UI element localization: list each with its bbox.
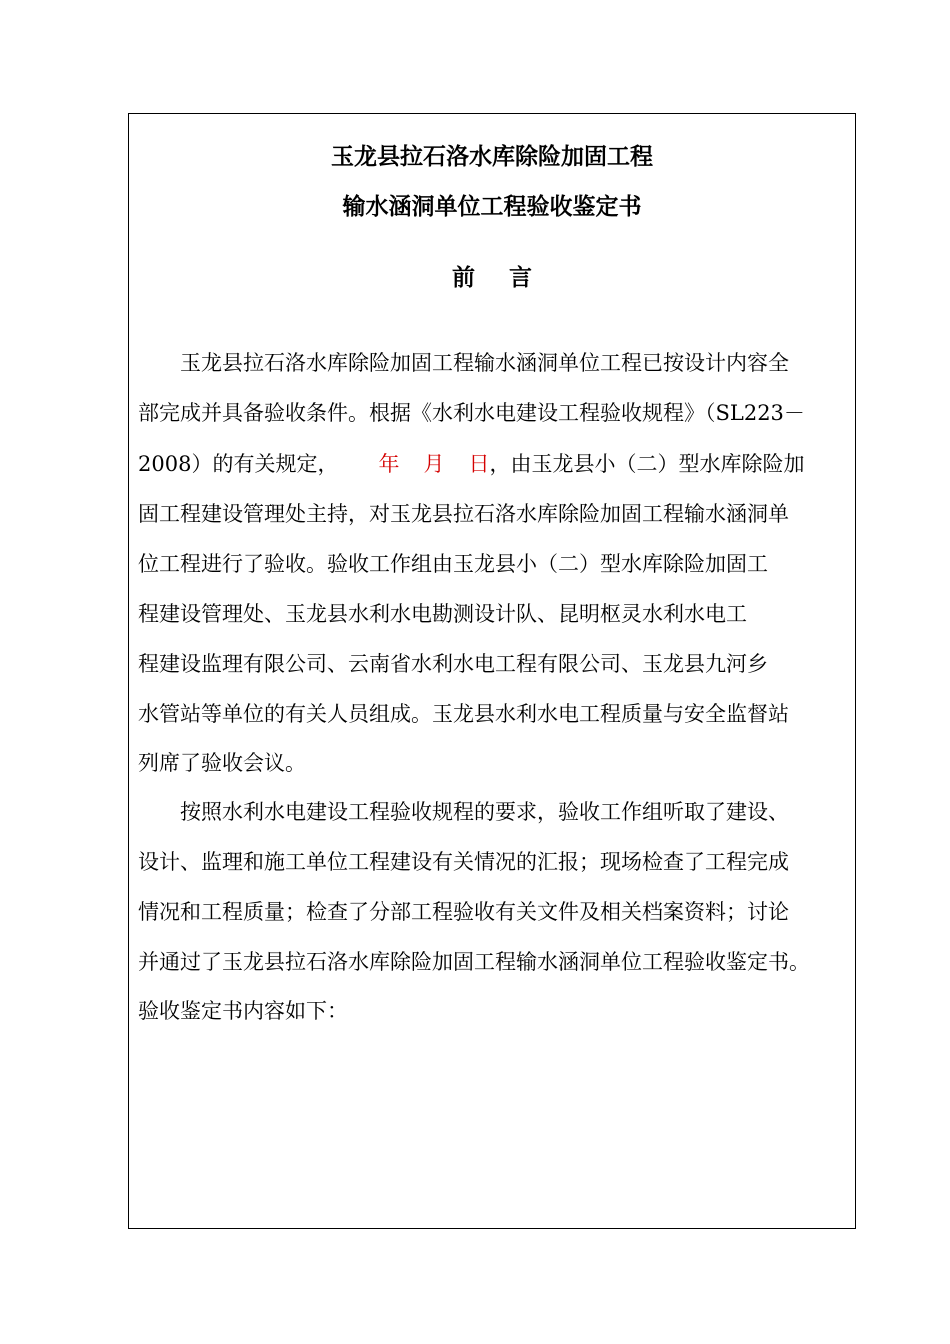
paragraph1-line9: 列席了验收会议。: [138, 751, 306, 775]
preface-heading: [129, 259, 855, 292]
paragraph2-line1: 按照水利水电建设工程验收规程的要求，验收工作组听取了建设、: [180, 800, 789, 824]
paragraph2-line4: 并通过了玉龙县拉石洛水库除险加固工程输水涵洞单位工程验收鉴定书。: [138, 950, 810, 974]
paragraph1-line7: 程建设监理有限公司、云南省水利水电工程有限公司、玉龙县九河乡: [138, 652, 768, 676]
date-day-placeholder: 日: [468, 452, 490, 476]
paragraph1-line2: 部完成并具备验收条件。根据《水利水电建设工程验收规程》（SL223－: [138, 401, 805, 425]
paragraph1-line3-prefix: 2008）的有关规定，: [138, 452, 339, 476]
paragraph1-line5: 位工程进行了验收。验收工作组由玉龙县小（二）型水库除险加固工: [138, 552, 768, 576]
paragraph1-line4: 固工程建设管理处主持，对玉龙县拉石洛水库除险加固工程输水涵洞单: [138, 502, 789, 526]
preface-heading-part1: 前: [452, 264, 475, 291]
paragraph1-line6: 程建设管理处、玉龙县水利水电勘测设计队、昆明枢灵水利水电工: [138, 602, 747, 626]
paragraph1-line1: 玉龙县拉石洛水库除险加固工程输水涵洞单位工程已按设计内容全: [180, 351, 789, 375]
document-frame: [128, 113, 856, 1229]
date-month-placeholder: 月: [423, 452, 445, 476]
document-title-line2: 输水涵洞单位工程验收鉴定书: [342, 193, 642, 220]
paragraph1-line3-suffix: ，由玉龙县小（二）型水库除险加: [489, 452, 805, 476]
paragraph2-line3: 情况和工程质量；检查了分部工程验收有关文件及相关档案资料；讨论: [138, 900, 789, 924]
preface-heading-part2: 言: [509, 264, 532, 291]
date-year-placeholder: 年: [378, 452, 400, 476]
paragraph1-line8: 水管站等单位的有关人员组成。玉龙县水利水电工程质量与安全监督站: [138, 702, 789, 726]
document-title-line1: 玉龙县拉石洛水库除险加固工程: [331, 143, 653, 170]
paragraph1-line3: [138, 451, 804, 477]
paragraph2-line2: 设计、监理和施工单位工程建设有关情况的汇报；现场检查了工程完成: [138, 850, 789, 874]
paragraph2-line5: 验收鉴定书内容如下：: [138, 999, 348, 1023]
